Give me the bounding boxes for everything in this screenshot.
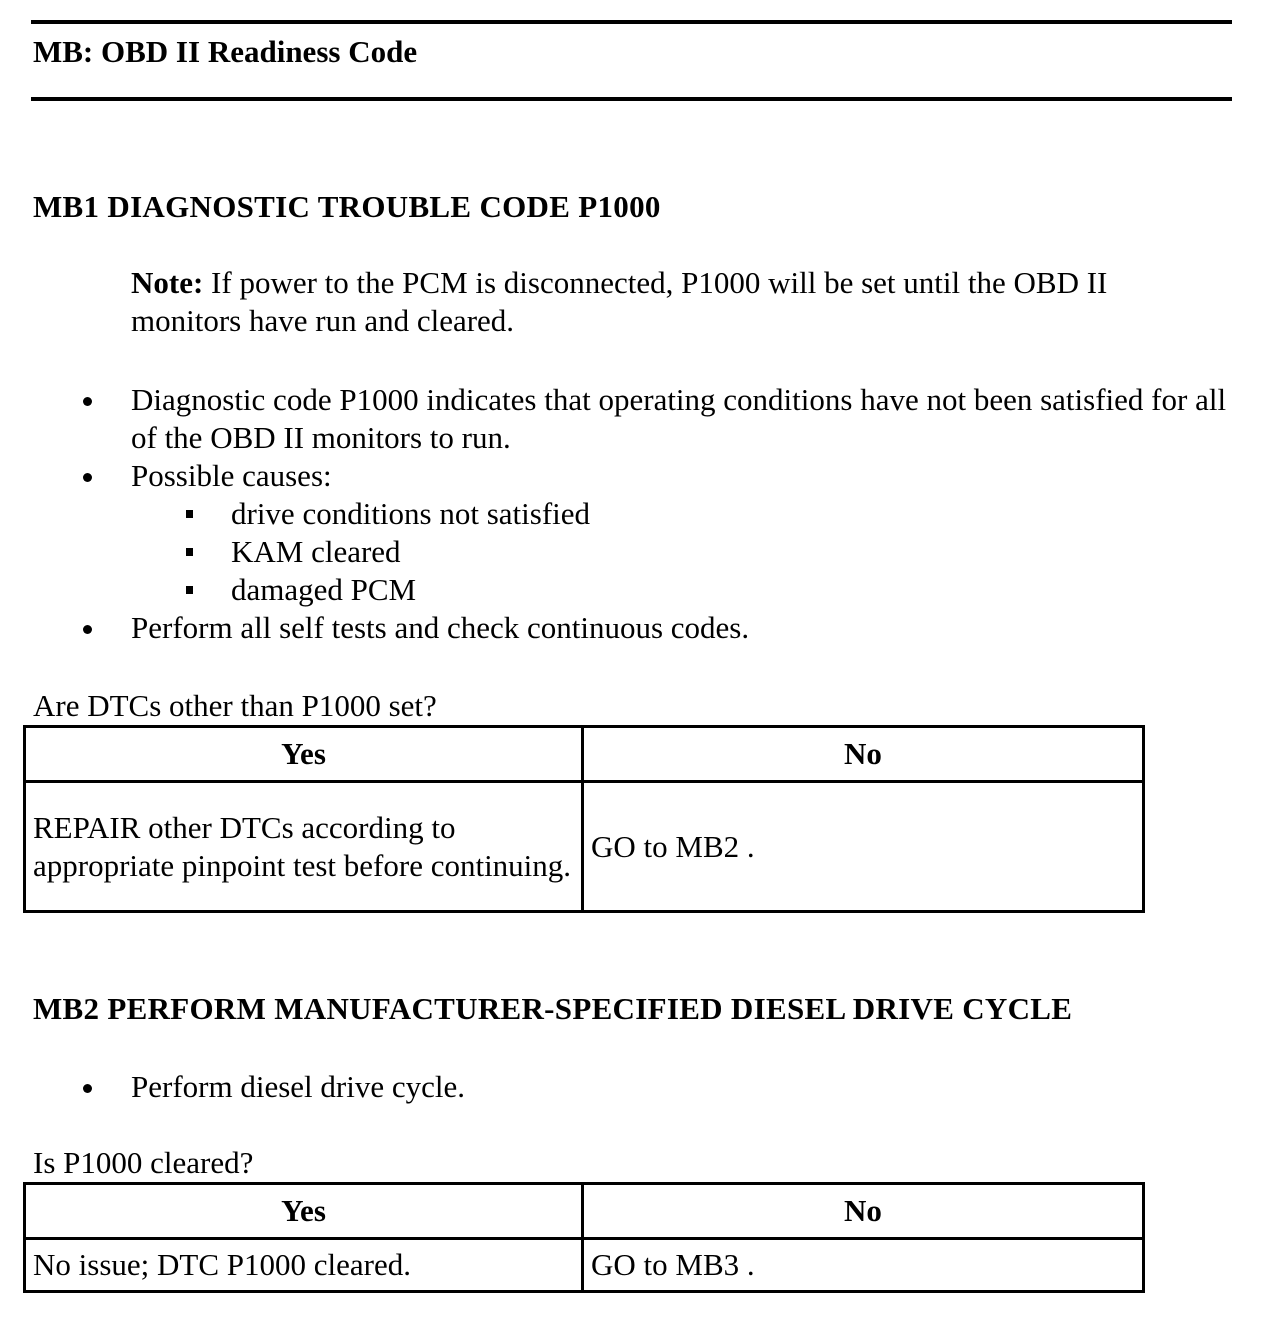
bullet-text: Diagnostic code P1000 indicates that operating conditions have not been satisfied for all of the OBD II monitors to run. [131,382,1227,455]
table-row [25,1239,1144,1292]
note-label: Note: [131,265,204,300]
yes-header: Yes [25,1184,583,1239]
section-heading-mb2: MB2 PERFORM MANUFACTURER-SPECIFIED DIESEL DRIVE CYCLE [33,991,1073,1026]
possible-causes-list [131,495,1231,609]
note [131,264,1221,340]
no-header: No [583,727,1144,782]
table-header-row [25,727,1144,782]
no-cell: GO to MB3 . [583,1239,1144,1292]
table-row [25,782,1144,912]
mb2-question: Is P1000 cleared? [33,1145,254,1180]
yes-cell: No issue; DTC P1000 cleared. [25,1239,583,1292]
no-cell: GO to MB2 . [583,782,1144,912]
list-item: drive conditions not satisfied [231,495,1231,533]
page-title: MB: OBD II Readiness Code [33,34,418,69]
bullet-text: Perform all self tests and check continuous codes. [131,610,750,645]
mb2-bullet-list [131,1068,1231,1106]
yes-cell: REPAIR other DTCs according to appropriate pinpoint test before continuing. [25,782,583,912]
list-item [131,457,1231,609]
header-rule [31,97,1232,101]
mb1-bullet-list [131,381,1231,647]
bullet-text: Possible causes: [131,458,332,493]
list-item [131,609,1231,647]
list-item: damaged PCM [231,571,1231,609]
no-header: No [583,1184,1144,1239]
list-item: KAM cleared [231,533,1231,571]
mb1-question: Are DTCs other than P1000 set? [33,688,437,723]
note-text: If power to the PCM is disconnected, P1000 will be set until the OBD II monitors have run and cleared. [131,265,1108,338]
yes-header: Yes [25,727,583,782]
top-rule [31,20,1232,24]
mb2-decision-table [23,1182,1145,1293]
mb1-decision-table [23,725,1145,913]
table-header-row [25,1184,1144,1239]
list-item [131,381,1231,457]
bullet-text: Perform diesel drive cycle. [131,1069,465,1104]
list-item [131,1068,1231,1106]
section-heading-mb1: MB1 DIAGNOSTIC TROUBLE CODE P1000 [33,189,661,224]
